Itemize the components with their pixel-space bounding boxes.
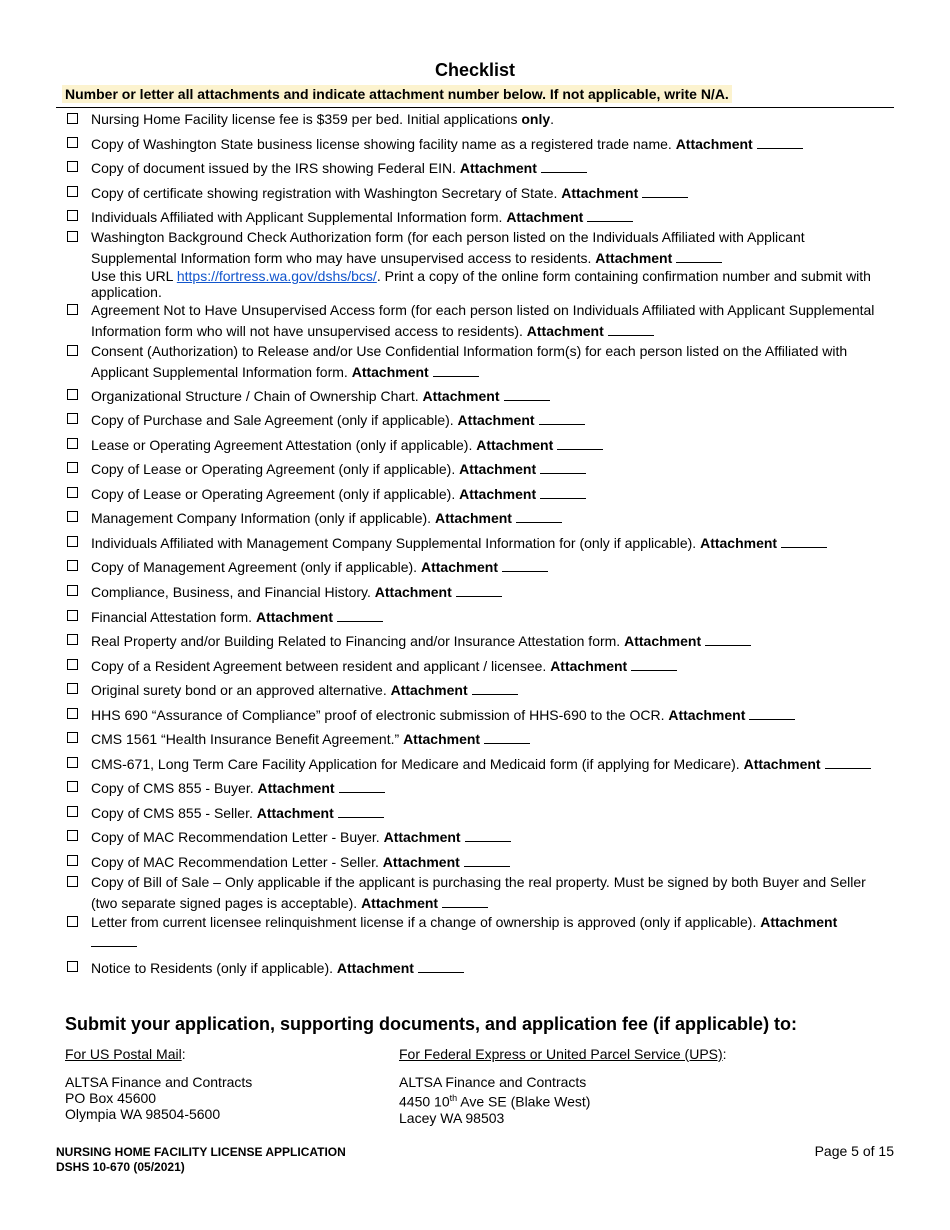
item-text: Copy of Management Agreement (only if applicable). — [91, 559, 418, 575]
attachment-label: Attachment — [382, 854, 460, 870]
item-checkbox[interactable] — [67, 511, 78, 522]
postal-line-1: ALTSA Finance and Contracts — [65, 1074, 253, 1090]
attachment-label: Attachment — [668, 707, 746, 723]
attachment-label: Attachment — [434, 510, 512, 526]
attachment-field[interactable] — [504, 385, 550, 401]
checklist-item — [91, 872, 891, 913]
postal-line-2: PO Box 45600 — [65, 1090, 157, 1106]
item-text: Organizational Structure / Chain of Ownership Chart. — [91, 388, 419, 404]
checklist-item — [91, 206, 891, 227]
attachment-label: Attachment — [459, 160, 537, 176]
attachment-field[interactable] — [587, 206, 633, 222]
item-text: CMS-671, Long Term Care Facility Application for Medicare and Medicaid form (if applying for Medicare). — [91, 756, 740, 772]
attachment-label: Attachment — [257, 780, 335, 796]
item-checkbox[interactable] — [67, 806, 78, 817]
attachment-field[interactable] — [749, 704, 795, 720]
courier-line-1: ALTSA Finance and Contracts — [399, 1074, 587, 1090]
checklist-item — [91, 826, 891, 847]
attachment-field[interactable] — [557, 434, 603, 450]
item-checkbox[interactable] — [67, 345, 78, 356]
item-checkbox[interactable] — [67, 161, 78, 172]
item-checkbox[interactable] — [67, 231, 78, 242]
attachment-field[interactable] — [418, 957, 464, 973]
item-checkbox[interactable] — [67, 781, 78, 792]
footer-form-name: NURSING HOME FACILITY LICENSE APPLICATION — [56, 1145, 346, 1159]
attachment-label: Attachment — [374, 584, 452, 600]
courier-heading: For Federal Express or United Parcel Service (UPS) — [399, 1046, 723, 1062]
checklist-item — [91, 182, 891, 203]
attachment-label: Attachment — [675, 136, 753, 152]
checklist-item — [91, 679, 891, 700]
divider — [56, 107, 894, 108]
checklist-item — [91, 532, 891, 553]
attachment-field[interactable] — [338, 802, 384, 818]
checklist-item — [91, 728, 891, 749]
item-checkbox[interactable] — [67, 916, 78, 927]
item-text: Copy of Purchase and Sale Agreement (only if applicable). — [91, 412, 454, 428]
item-text: Washington Background Check Authorization form (for each person listed on the Individuals Affiliated with Applicant Supplemental Information form who may have unsupervised access to residents. — [91, 229, 805, 266]
item-text: CMS 1561 “Health Insurance Benefit Agreement.” — [91, 731, 400, 747]
item-checkbox[interactable] — [67, 389, 78, 400]
attachment-label: Attachment — [561, 185, 639, 201]
courier-street-suffix: th — [449, 1093, 458, 1103]
checklist-item — [91, 655, 891, 676]
courier-street-rest: Ave SE (Blake West) — [457, 1093, 591, 1110]
attachment-field[interactable] — [642, 182, 688, 198]
attachment-field[interactable] — [484, 728, 530, 744]
item-text: HHS 690 “Assurance of Compliance” proof of electronic submission of HHS-690 to the OCR. — [91, 707, 665, 723]
item-text: Notice to Residents (only if applicable). — [91, 960, 334, 976]
attachment-field[interactable] — [337, 606, 383, 622]
item-checkbox[interactable] — [67, 855, 78, 866]
attachment-label: Attachment — [506, 209, 584, 225]
attachment-label: Attachment — [256, 805, 334, 821]
attachment-label: Attachment — [526, 323, 604, 339]
item-checkbox[interactable] — [67, 683, 78, 694]
checklist-item — [91, 458, 891, 479]
attachment-field[interactable] — [456, 581, 502, 597]
attachment-label: Attachment — [459, 461, 537, 477]
item-checkbox[interactable] — [67, 634, 78, 645]
attachment-label: Attachment — [624, 633, 702, 649]
checklist-item — [91, 851, 891, 872]
item-text: Letter from current licensee relinquishment license if a change of ownership is approved (only if applicable). — [91, 914, 757, 930]
attachment-label: Attachment — [255, 609, 333, 625]
checklist-item — [91, 434, 891, 455]
attachment-label: Attachment — [476, 437, 554, 453]
attachment-field[interactable] — [676, 247, 722, 263]
item-checkbox[interactable] — [67, 186, 78, 197]
attachment-label: Attachment — [459, 486, 537, 502]
attachment-label: Attachment — [422, 388, 500, 404]
item-text: Agreement Not to Have Unsupervised Access form (for each person listed on Individuals Affiliated with Applicant Supplemental Information form who will not have unsupervised access to residents). — [91, 302, 875, 339]
item-text: Consent (Authorization) to Release and/or Use Confidential Information form(s) for each person listed on the Affiliated with Applicant Supplemental Information form. — [91, 343, 848, 380]
checklist-item — [91, 802, 891, 823]
item-text: Copy of document issued by the IRS showing Federal EIN. — [91, 160, 456, 176]
item-checkbox[interactable] — [67, 732, 78, 743]
submit-heading: Submit your application, supporting documents, and application fee (if applicable) to: — [65, 1014, 798, 1034]
checklist-item — [91, 385, 891, 406]
checklist-item — [91, 581, 891, 602]
courier-heading-colon: : — [722, 1046, 727, 1062]
item-checkbox[interactable] — [67, 487, 78, 498]
attachment-field[interactable] — [631, 655, 677, 671]
attachment-label: Attachment — [595, 250, 673, 266]
item-text: Nursing Home Facility license fee is $359 per bed. Initial applications — [91, 111, 522, 127]
attachment-label: Attachment — [420, 559, 498, 575]
item-checkbox[interactable] — [67, 413, 78, 424]
item-text: Lease or Operating Agreement Attestation (only if applicable). — [91, 437, 473, 453]
checklist-item — [91, 912, 891, 947]
postal-heading-colon: : — [181, 1046, 186, 1062]
item-text: Copy of Washington State business license showing facility name as a registered trade name. — [91, 136, 672, 152]
item-checkbox[interactable] — [67, 659, 78, 670]
attachment-field[interactable] — [433, 361, 479, 377]
courier-line-2 — [399, 1090, 727, 1110]
attachment-field[interactable] — [464, 851, 510, 867]
attachment-field[interactable] — [781, 532, 827, 548]
item-checkbox[interactable] — [67, 876, 78, 887]
courier-address — [399, 1046, 727, 1126]
attachment-label: Attachment — [760, 914, 838, 930]
note-text-end: . Print a copy of the online form containing confirmation number and submit with application. — [91, 268, 871, 300]
item-text: Copy of certificate showing registration with Washington Secretary of State. — [91, 185, 558, 201]
attachment-field[interactable] — [91, 932, 137, 947]
attachment-field[interactable] — [442, 892, 488, 908]
attachment-field[interactable] — [825, 753, 871, 769]
item-text: Real Property and/or Building Related to Financing and/or Insurance Attestation form. — [91, 633, 621, 649]
item-checkbox[interactable] — [67, 462, 78, 473]
courier-line-3: Lacey WA 98503 — [399, 1109, 505, 1126]
item-emphasis: only — [521, 111, 551, 127]
item-text: Copy of MAC Recommendation Letter - Seller. — [91, 854, 379, 870]
item-checkbox[interactable] — [67, 961, 78, 972]
attachment-field[interactable] — [541, 157, 587, 173]
item-text: Financial Attestation form. — [91, 609, 253, 625]
attachment-field[interactable] — [705, 630, 751, 646]
checklist-item — [91, 606, 891, 627]
page-title: Checklist — [434, 60, 516, 80]
item-checkbox[interactable] — [67, 113, 78, 124]
note-text: Use this URL — [91, 268, 177, 284]
item-text: Copy of Lease or Operating Agreement (only if applicable). — [91, 461, 456, 477]
checklist-item — [91, 777, 891, 798]
attachment-label: Attachment — [457, 412, 535, 428]
footer-form-number: DSHS 10-670 (05/2021) — [56, 1160, 185, 1174]
attachment-field[interactable] — [465, 826, 511, 842]
item-text: Copy of Lease or Operating Agreement (only if applicable). — [91, 486, 456, 502]
attachment-label: Attachment — [403, 731, 481, 747]
item-checkbox[interactable] — [67, 560, 78, 571]
item-note — [91, 268, 891, 300]
item-text: Copy of MAC Recommendation Letter - Buyer. — [91, 829, 380, 845]
attachment-field[interactable] — [540, 483, 586, 499]
attachment-field[interactable] — [608, 320, 654, 336]
item-checkbox[interactable] — [67, 585, 78, 596]
attachment-label: Attachment — [361, 895, 439, 911]
attachment-field[interactable] — [516, 507, 562, 523]
checklist-item — [91, 556, 891, 577]
item-text: Compliance, Business, and Financial History. — [91, 584, 371, 600]
checklist-item — [91, 409, 891, 430]
checklist-item — [91, 704, 891, 725]
checklist-item — [91, 630, 891, 651]
checklist-item — [91, 157, 891, 178]
checklist-item — [91, 109, 891, 129]
courier-street-number: 4450 10 — [399, 1093, 450, 1110]
item-text: Copy of a Resident Agreement between resident and applicant / licensee. — [91, 658, 547, 674]
attachment-field[interactable] — [502, 556, 548, 572]
instruction-banner: Number or letter all attachments and indicate attachment number below. If not applicable, write N/A. — [62, 85, 732, 103]
item-text: Copy of Bill of Sale – Only applicable if the applicant is purchasing the real property. Must be signed by both Buyer and Seller (two separate signed pages is acceptable). — [91, 874, 866, 911]
item-checkbox[interactable] — [67, 830, 78, 841]
attachment-label: Attachment — [743, 756, 821, 772]
attachment-field[interactable] — [540, 458, 586, 474]
attachment-label: Attachment — [700, 535, 778, 551]
item-checkbox[interactable] — [67, 610, 78, 621]
item-text: Copy of CMS 855 - Buyer. — [91, 780, 254, 796]
checklist-item — [91, 300, 891, 341]
item-checkbox[interactable] — [67, 757, 78, 768]
attachment-label: Attachment — [383, 829, 461, 845]
item-checkbox[interactable] — [67, 304, 78, 315]
attachment-field[interactable] — [472, 679, 518, 695]
checklist-item — [91, 133, 891, 154]
checklist-item — [91, 227, 891, 300]
item-checkbox[interactable] — [67, 708, 78, 719]
item-checkbox[interactable] — [67, 438, 78, 449]
attachment-field[interactable] — [339, 777, 385, 793]
postal-address — [65, 1046, 252, 1122]
item-text: Copy of CMS 855 - Seller. — [91, 805, 253, 821]
item-text: Individuals Affiliated with Management Company Supplemental Information for (only if applicable). — [91, 535, 697, 551]
background-check-link[interactable]: https://fortress.wa.gov/dshs/bcs/ — [176, 268, 377, 284]
item-text: Original surety bond or an approved alternative. — [91, 682, 387, 698]
item-checkbox[interactable] — [67, 536, 78, 547]
item-text: Management Company Information (only if applicable). — [91, 510, 432, 526]
page-number: Page 5 of 15 — [814, 1143, 894, 1159]
checklist-item — [91, 957, 891, 978]
attachment-label: Attachment — [550, 658, 628, 674]
postal-line-3: Olympia WA 98504-5600 — [65, 1106, 221, 1122]
item-checkbox[interactable] — [67, 210, 78, 221]
attachment-field[interactable] — [757, 133, 803, 149]
postal-heading: For US Postal Mail — [65, 1046, 182, 1062]
item-checkbox[interactable] — [67, 137, 78, 148]
item-text: Individuals Affiliated with Applicant Supplemental Information form. — [91, 209, 503, 225]
attachment-label: Attachment — [351, 364, 429, 380]
footer-form-info — [56, 1145, 346, 1175]
checklist-item — [91, 753, 891, 774]
checklist-item — [91, 341, 891, 382]
checklist-item — [91, 483, 891, 504]
attachment-field[interactable] — [539, 409, 585, 425]
attachment-label: Attachment — [336, 960, 414, 976]
attachment-label: Attachment — [390, 682, 468, 698]
item-text-end: . — [550, 111, 555, 127]
checklist-item — [91, 507, 891, 528]
